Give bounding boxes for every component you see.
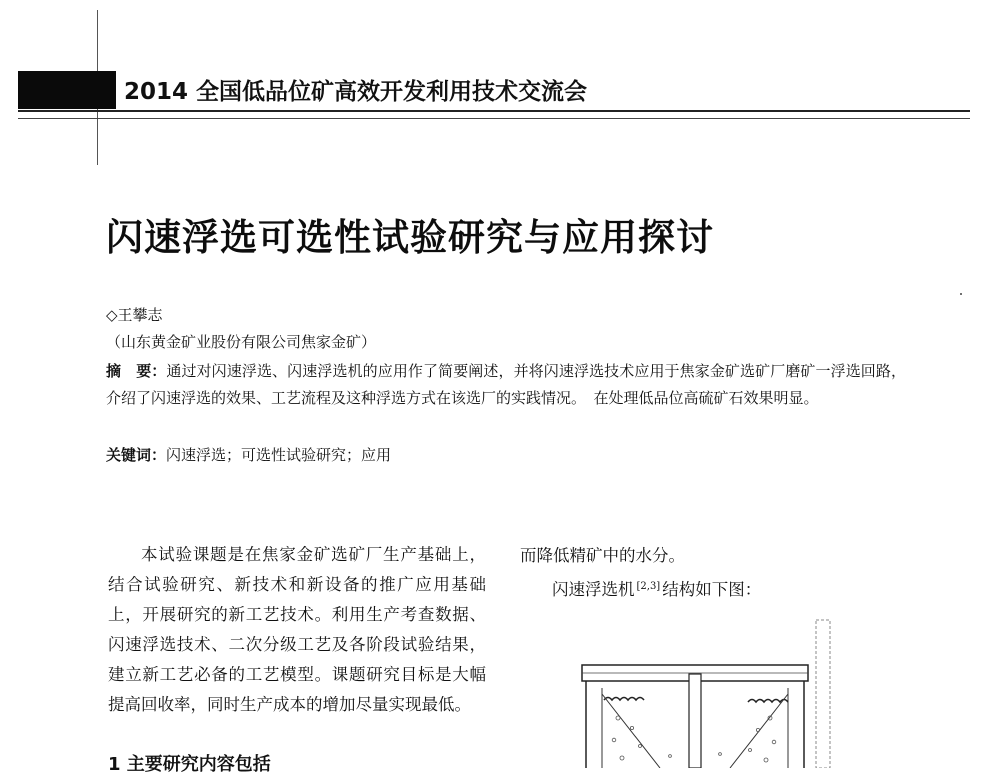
flash-flotation-machine-diagram bbox=[570, 618, 840, 768]
keywords bbox=[106, 444, 391, 465]
abstract bbox=[106, 358, 906, 412]
keywords-text: 闪速浮选；可选性试验研究；应用 bbox=[166, 446, 392, 464]
header-rule-thin bbox=[18, 118, 970, 119]
author-line: ◇王攀志 bbox=[106, 306, 163, 324]
abstract-text: 通过对闪速浮选、闪速浮选机的应用作了简要阐述，并将闪速浮选技术应用于焦家金矿选矿厂磨矿一浮选回路，介绍了闪速浮选的效果、工艺流程及这种浮选方式在该选厂的实践情况。 在处理低品位高硫矿石效果明显。 bbox=[106, 362, 906, 407]
scan-speck bbox=[960, 293, 962, 295]
keywords-label: 关键词： bbox=[106, 446, 167, 464]
section-heading: 1 主要研究内容包括 bbox=[108, 754, 271, 775]
affiliation-line: （山东黄金矿业股份有限公司焦家金矿） bbox=[106, 333, 377, 351]
conference-header-title: 2014 全国低品位矿高效开发利用技术交流会 bbox=[124, 79, 588, 105]
header-black-block bbox=[18, 71, 116, 109]
header-rule-thick bbox=[18, 110, 970, 112]
body-left-column bbox=[108, 540, 486, 720]
diagram-left-coil bbox=[604, 698, 644, 701]
figure-intro-text: 闪速浮选机 bbox=[552, 580, 635, 599]
right-column-line-2 bbox=[552, 576, 761, 600]
diagram-shaft bbox=[689, 674, 701, 768]
intro-paragraph: 本试验课题是在焦家金矿选矿厂生产基础上，结合试验研究、新技术和新设备的推广应用基础上，开展研究的新工艺技术。利用生产考查数据、闪速浮选技术、二次分级工艺及各阶段试验结果，建立新工艺必备的工艺模型。课题研究目标是大幅提高回收率，同时生产成本的增加尽量实现最低。 bbox=[108, 545, 486, 714]
citation-ref: [2,3] bbox=[636, 580, 661, 592]
abstract-label: 摘 要： bbox=[106, 362, 167, 380]
diagram-scale-bar bbox=[816, 620, 830, 768]
paper-title: 闪速浮选可选性试验研究与应用探讨 bbox=[106, 216, 714, 259]
figure-intro-tail: 结构如下图： bbox=[662, 580, 762, 599]
right-column-line-1: 而降低精矿中的水分。 bbox=[520, 546, 685, 565]
